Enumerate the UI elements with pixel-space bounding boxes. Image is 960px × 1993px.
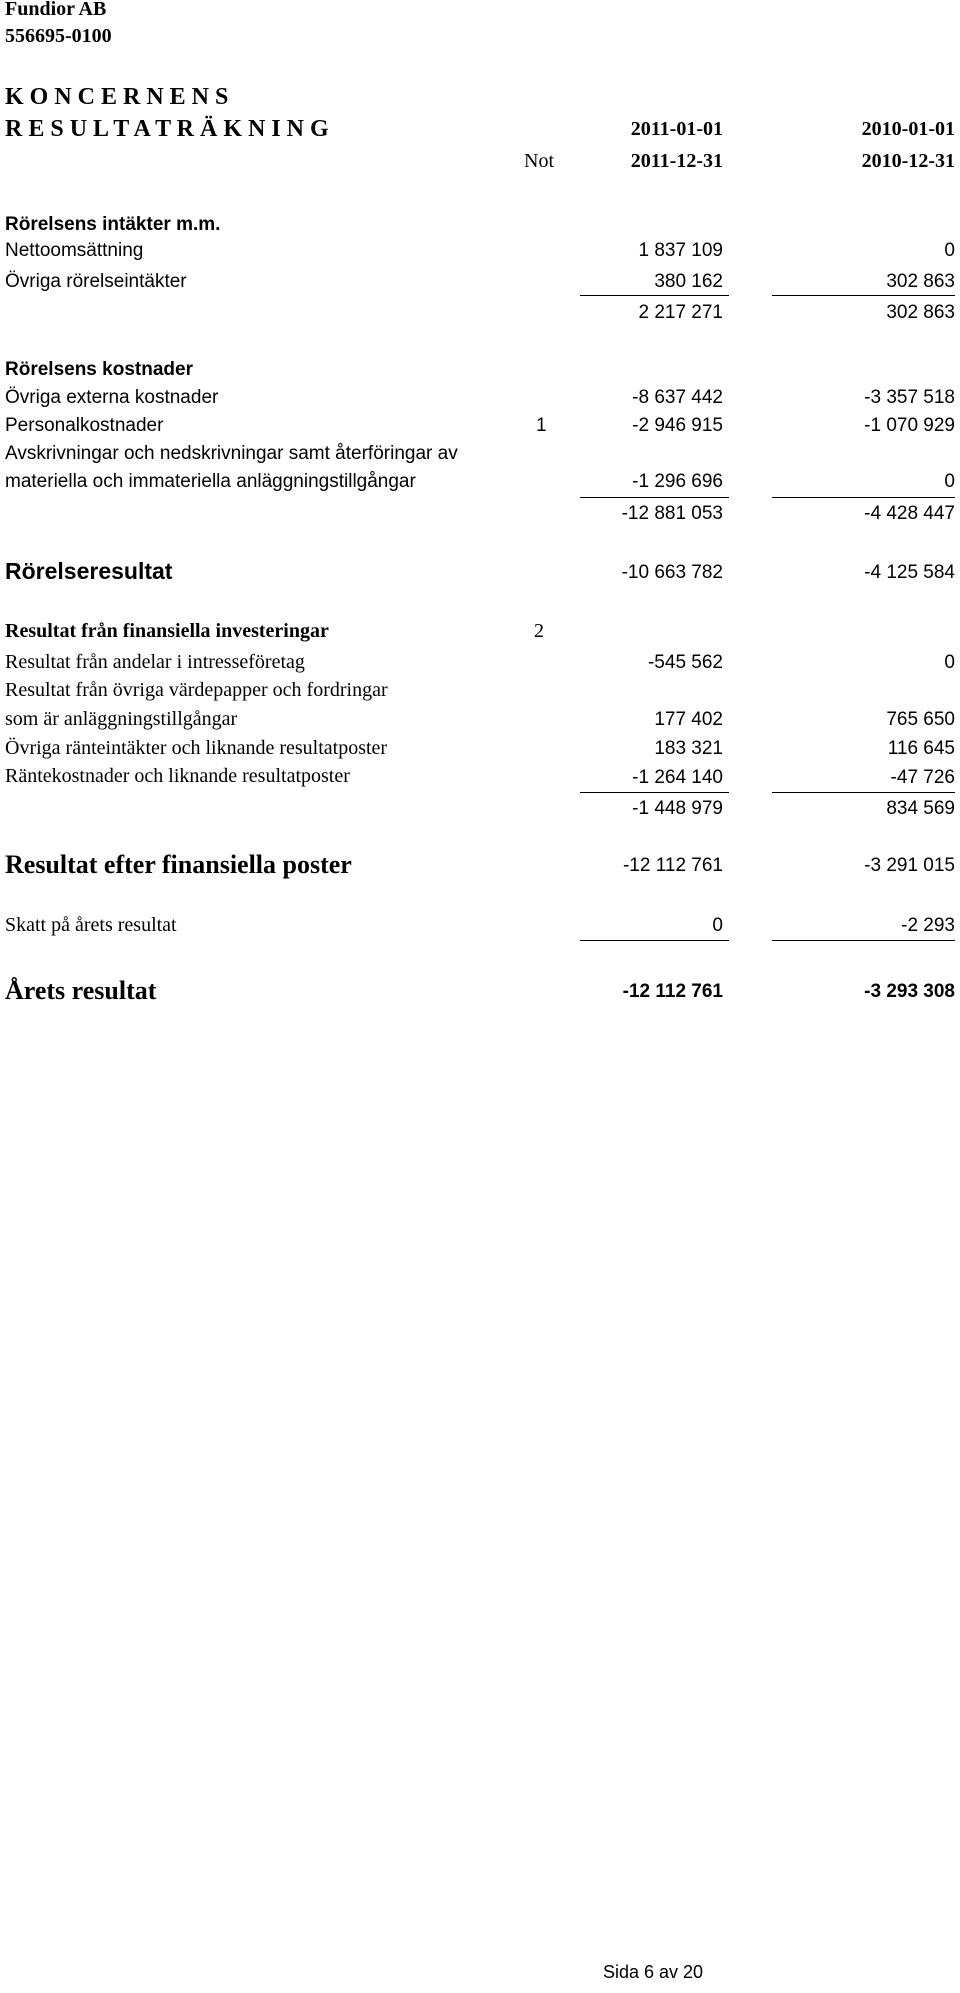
section-heading-intakter: Rörelsens intäkter m.m. <box>5 214 221 235</box>
row-value-personal-2010: -1 070 929 <box>864 415 955 436</box>
row-value-ovr-vp-2011: 177 402 <box>654 709 723 730</box>
row-note-personal: 1 <box>536 415 547 436</box>
row-note-finansiella: 2 <box>534 620 544 642</box>
org-number: 556695-0100 <box>5 25 112 47</box>
row-value-arets-resultat-2010: -3 293 308 <box>864 981 955 1002</box>
row-label-externa: Övriga externa kostnader <box>5 387 219 408</box>
row-value-externa-2010: -3 357 518 <box>864 387 955 408</box>
row-value-efter-fin-2011: -12 112 761 <box>622 855 723 876</box>
row-label-rantekostnader: Räntekostnader och liknande resultatposter <box>5 765 350 787</box>
subtotal-rule <box>580 940 729 941</box>
row-label-efter-fin: Resultat efter finansiella poster <box>5 850 352 879</box>
report-title-line1: K O N C E R N E N S <box>5 84 229 110</box>
row-label-ovr-vp-1: Resultat från övriga värdepapper och fordringar <box>5 679 388 701</box>
row-label-ovr-vp-2: som är anläggningstillgångar <box>5 708 238 730</box>
subtotal-intakter-2011: 2 217 271 <box>638 302 723 323</box>
report-title-line2: R E S U L T A T R Ä K N I N G <box>5 116 329 142</box>
company-name: Fundior AB <box>5 0 107 20</box>
row-value-rorelseresultat-2011: -10 663 782 <box>621 562 723 583</box>
period1-to: 2011-12-31 <box>630 150 723 172</box>
row-label-ovr-intakter: Övriga rörelseintäkter <box>5 271 187 292</box>
row-value-netto-2010: 0 <box>944 240 955 261</box>
row-label-arets-resultat: Årets resultat <box>5 976 157 1005</box>
row-value-ranteintakter-2011: 183 321 <box>654 738 723 759</box>
row-value-ovr-vp-2010: 765 650 <box>886 709 955 730</box>
subtotal-rule <box>772 792 955 793</box>
subtotal-rule <box>772 940 955 941</box>
row-value-efter-fin-2010: -3 291 015 <box>864 855 955 876</box>
subtotal-kostnader-2010: -4 428 447 <box>864 503 955 524</box>
row-value-intresse-2011: -545 562 <box>647 652 723 673</box>
row-label-personal: Personalkostnader <box>5 415 164 436</box>
row-label-avskr-1: Avskrivningar och nedskrivningar samt återföringar av <box>5 443 458 464</box>
row-value-netto-2011: 1 837 109 <box>638 240 723 261</box>
note-column-header: Not <box>524 150 554 172</box>
period2-from: 2010-01-01 <box>861 118 955 140</box>
subtotal-kostnader-2011: -12 881 053 <box>621 503 723 524</box>
subtotal-rule <box>772 497 955 498</box>
row-value-avskr-2011: -1 296 696 <box>632 471 723 492</box>
subtotal-rule <box>580 497 729 498</box>
subtotal-fin-2011: -1 448 979 <box>632 798 723 819</box>
subtotal-rule <box>580 295 729 296</box>
row-value-externa-2011: -8 637 442 <box>632 387 723 408</box>
row-value-personal-2011: -2 946 915 <box>632 415 723 436</box>
row-label-rorelseresultat: Rörelseresultat <box>5 558 173 584</box>
row-value-ovr-intakter-2011: 380 162 <box>654 271 723 292</box>
row-label-ranteintakter: Övriga ränteintäkter och liknande resultatposter <box>5 737 388 759</box>
row-value-rantekostnader-2010: -47 726 <box>890 767 955 788</box>
row-value-avskr-2010: 0 <box>944 471 955 492</box>
row-value-skatt-2011: 0 <box>712 915 723 936</box>
page-number: Sida 6 av 20 <box>603 1962 704 1982</box>
row-label-netto: Nettoomsättning <box>5 240 144 261</box>
subtotal-rule <box>772 295 955 296</box>
section-heading-finansiella: Resultat från finansiella investeringar <box>5 620 329 642</box>
row-value-ranteintakter-2010: 116 645 <box>887 738 955 759</box>
row-value-ovr-intakter-2010: 302 863 <box>886 271 955 292</box>
subtotal-rule <box>580 792 729 793</box>
row-label-avskr-2: materiella och immateriella anläggningstillgångar <box>5 471 416 492</box>
subtotal-fin-2010: 834 569 <box>886 798 955 819</box>
row-label-intresse: Resultat från andelar i intresseföretag <box>5 651 305 673</box>
row-value-arets-resultat-2011: -12 112 761 <box>622 981 723 1002</box>
row-value-rorelseresultat-2010: -4 125 584 <box>864 562 955 583</box>
row-value-rantekostnader-2011: -1 264 140 <box>632 767 723 788</box>
period1-from: 2011-01-01 <box>630 118 723 140</box>
row-value-skatt-2010: -2 293 <box>901 915 955 936</box>
subtotal-intakter-2010: 302 863 <box>886 302 955 323</box>
row-value-intresse-2010: 0 <box>944 652 955 673</box>
row-label-skatt: Skatt på årets resultat <box>5 914 177 936</box>
section-heading-kostnader: Rörelsens kostnader <box>5 359 193 380</box>
period2-to: 2010-12-31 <box>861 150 955 172</box>
